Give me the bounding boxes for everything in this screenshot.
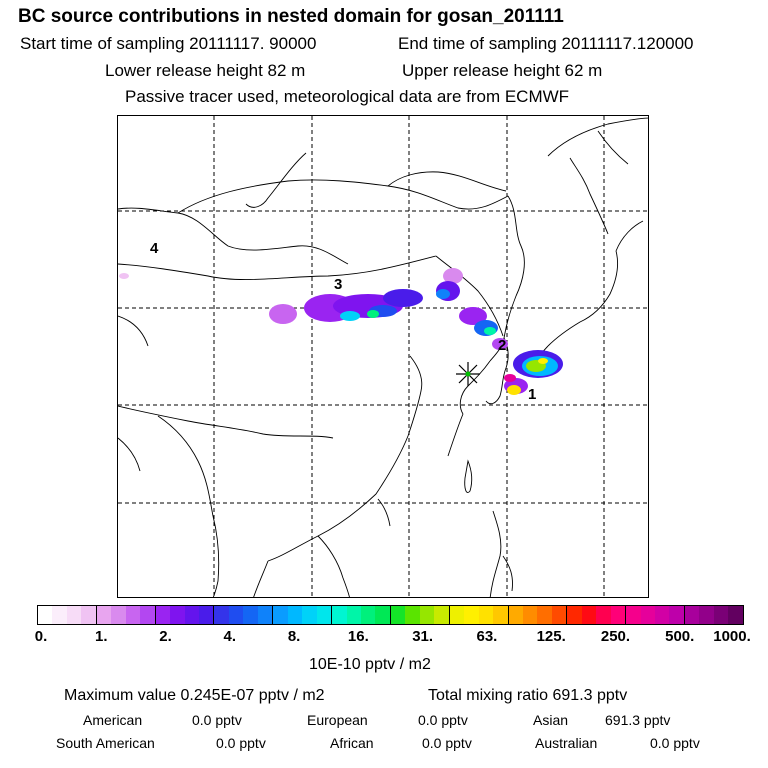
colorbar-tick-label: 1. xyxy=(95,628,108,645)
colorbar-tick-label: 1000. xyxy=(713,628,751,645)
australian-label: Australian xyxy=(535,735,598,751)
colorbar-cell xyxy=(509,606,523,624)
colorbar-cell xyxy=(479,606,493,624)
european-value: 0.0 pptv xyxy=(418,712,468,728)
colorbar-cell xyxy=(420,606,434,624)
upper-release-height: Upper release height 62 m xyxy=(402,61,603,80)
start-time: Start time of sampling 20111117. 90000 xyxy=(20,34,317,53)
colorbar-cell xyxy=(405,606,419,624)
colorbar-cell xyxy=(38,606,52,624)
colorbar-labels xyxy=(0,628,768,648)
colorbar-cell xyxy=(156,606,170,624)
colorbar-cell xyxy=(140,606,155,624)
release-heights xyxy=(105,61,603,81)
colorbar-cell xyxy=(52,606,66,624)
colorbar-cell xyxy=(302,606,316,624)
colorbar-cell xyxy=(391,606,405,624)
colorbar-cell xyxy=(582,606,596,624)
colorbar-cell xyxy=(464,606,478,624)
colorbar-cell xyxy=(199,606,214,624)
colorbar-cell xyxy=(185,606,199,624)
colorbar-cell xyxy=(273,606,287,624)
receptor-dot xyxy=(466,372,471,377)
colorbar-cell xyxy=(596,606,610,624)
colorbar-cell xyxy=(685,606,699,624)
total-mixing-ratio: Total mixing ratio 691.3 pptv xyxy=(428,687,628,704)
asian-label: Asian xyxy=(533,712,569,728)
colorbar-cell xyxy=(552,606,567,624)
colorbar-tick-label: 4. xyxy=(223,628,237,645)
colorbar-cell xyxy=(332,606,346,624)
colorbar-cell xyxy=(170,606,184,624)
colorbar-cell xyxy=(567,606,581,624)
european-label: European xyxy=(307,712,368,728)
colorbar-cell xyxy=(641,606,655,624)
colorbar-cell xyxy=(229,606,243,624)
colorbar-unit: 10E-10 pptv / m2 xyxy=(309,656,431,673)
map-panel xyxy=(117,115,649,598)
colorbar xyxy=(37,605,744,625)
colorbar-tick-label: 500. xyxy=(665,628,695,645)
colorbar-tick-label: 125. xyxy=(536,628,566,645)
region-label-2: 2 xyxy=(498,337,507,354)
colorbar-cell xyxy=(714,606,728,624)
region-label-1: 1 xyxy=(528,386,537,403)
colorbar-cell xyxy=(626,606,640,624)
colorbar-cell xyxy=(258,606,273,624)
end-time: End time of sampling 20111117.120000 xyxy=(398,34,694,53)
colorbar-tick-label: 2. xyxy=(159,628,172,645)
colorbar-cell xyxy=(111,606,125,624)
page-title: BC source contributions in nested domain for gosan_201111 xyxy=(18,6,564,27)
colorbar-cell xyxy=(699,606,713,624)
colorbar-cell xyxy=(655,606,669,624)
colorbar-cell xyxy=(611,606,626,624)
colorbar-cell xyxy=(97,606,111,624)
colorbar-cell xyxy=(347,606,361,624)
colorbar-cell xyxy=(81,606,96,624)
summary-stats xyxy=(64,687,628,705)
south-american-value: 0.0 pptv xyxy=(216,735,266,751)
colorbar-cell xyxy=(214,606,228,624)
colorbar-cell xyxy=(375,606,390,624)
map-canvas xyxy=(118,116,649,598)
colorbar-cell xyxy=(493,606,508,624)
american-value: 0.0 pptv xyxy=(192,712,242,728)
colorbar-cell xyxy=(450,606,464,624)
colorbar-tick-label: 250. xyxy=(600,628,631,645)
colorbar-cell xyxy=(523,606,537,624)
south-american-label: South American xyxy=(56,735,155,751)
american-label: American xyxy=(83,712,143,728)
colorbar-tick-label: 0. xyxy=(34,628,48,645)
sampling-times xyxy=(20,34,694,54)
colorbar-cell xyxy=(243,606,257,624)
colorbar-cell xyxy=(126,606,140,624)
african-value: 0.0 pptv xyxy=(422,735,472,751)
maximum-value: Maximum value 0.245E-07 pptv / m2 xyxy=(64,687,325,704)
african-label: African xyxy=(330,735,374,751)
colorbar-cell xyxy=(728,606,742,624)
tracer-note: Passive tracer used, meteorological data are from ECMWF xyxy=(125,87,570,106)
colorbar-tick-label: 63. xyxy=(476,628,498,645)
colorbar-cell xyxy=(669,606,684,624)
colorbar-cell xyxy=(434,606,449,624)
colorbar-tick-label: 16. xyxy=(347,628,369,645)
colorbar-tick-label: 31. xyxy=(412,628,434,645)
colorbar-cell xyxy=(361,606,375,624)
colorbar-cell xyxy=(317,606,332,624)
asian-value: 691.3 pptv xyxy=(605,712,671,728)
colorbar-tick-label: 8. xyxy=(287,628,301,645)
australian-value: 0.0 pptv xyxy=(650,735,700,751)
colorbar-cell xyxy=(537,606,551,624)
coastlines-borders xyxy=(118,118,649,598)
colorbar-cell xyxy=(288,606,302,624)
region-label-4: 4 xyxy=(150,240,159,257)
region-label-3: 3 xyxy=(334,276,343,293)
lower-release-height: Lower release height 82 m xyxy=(105,61,306,80)
lat-lon-grid xyxy=(118,116,649,598)
colorbar-cell xyxy=(67,606,81,624)
